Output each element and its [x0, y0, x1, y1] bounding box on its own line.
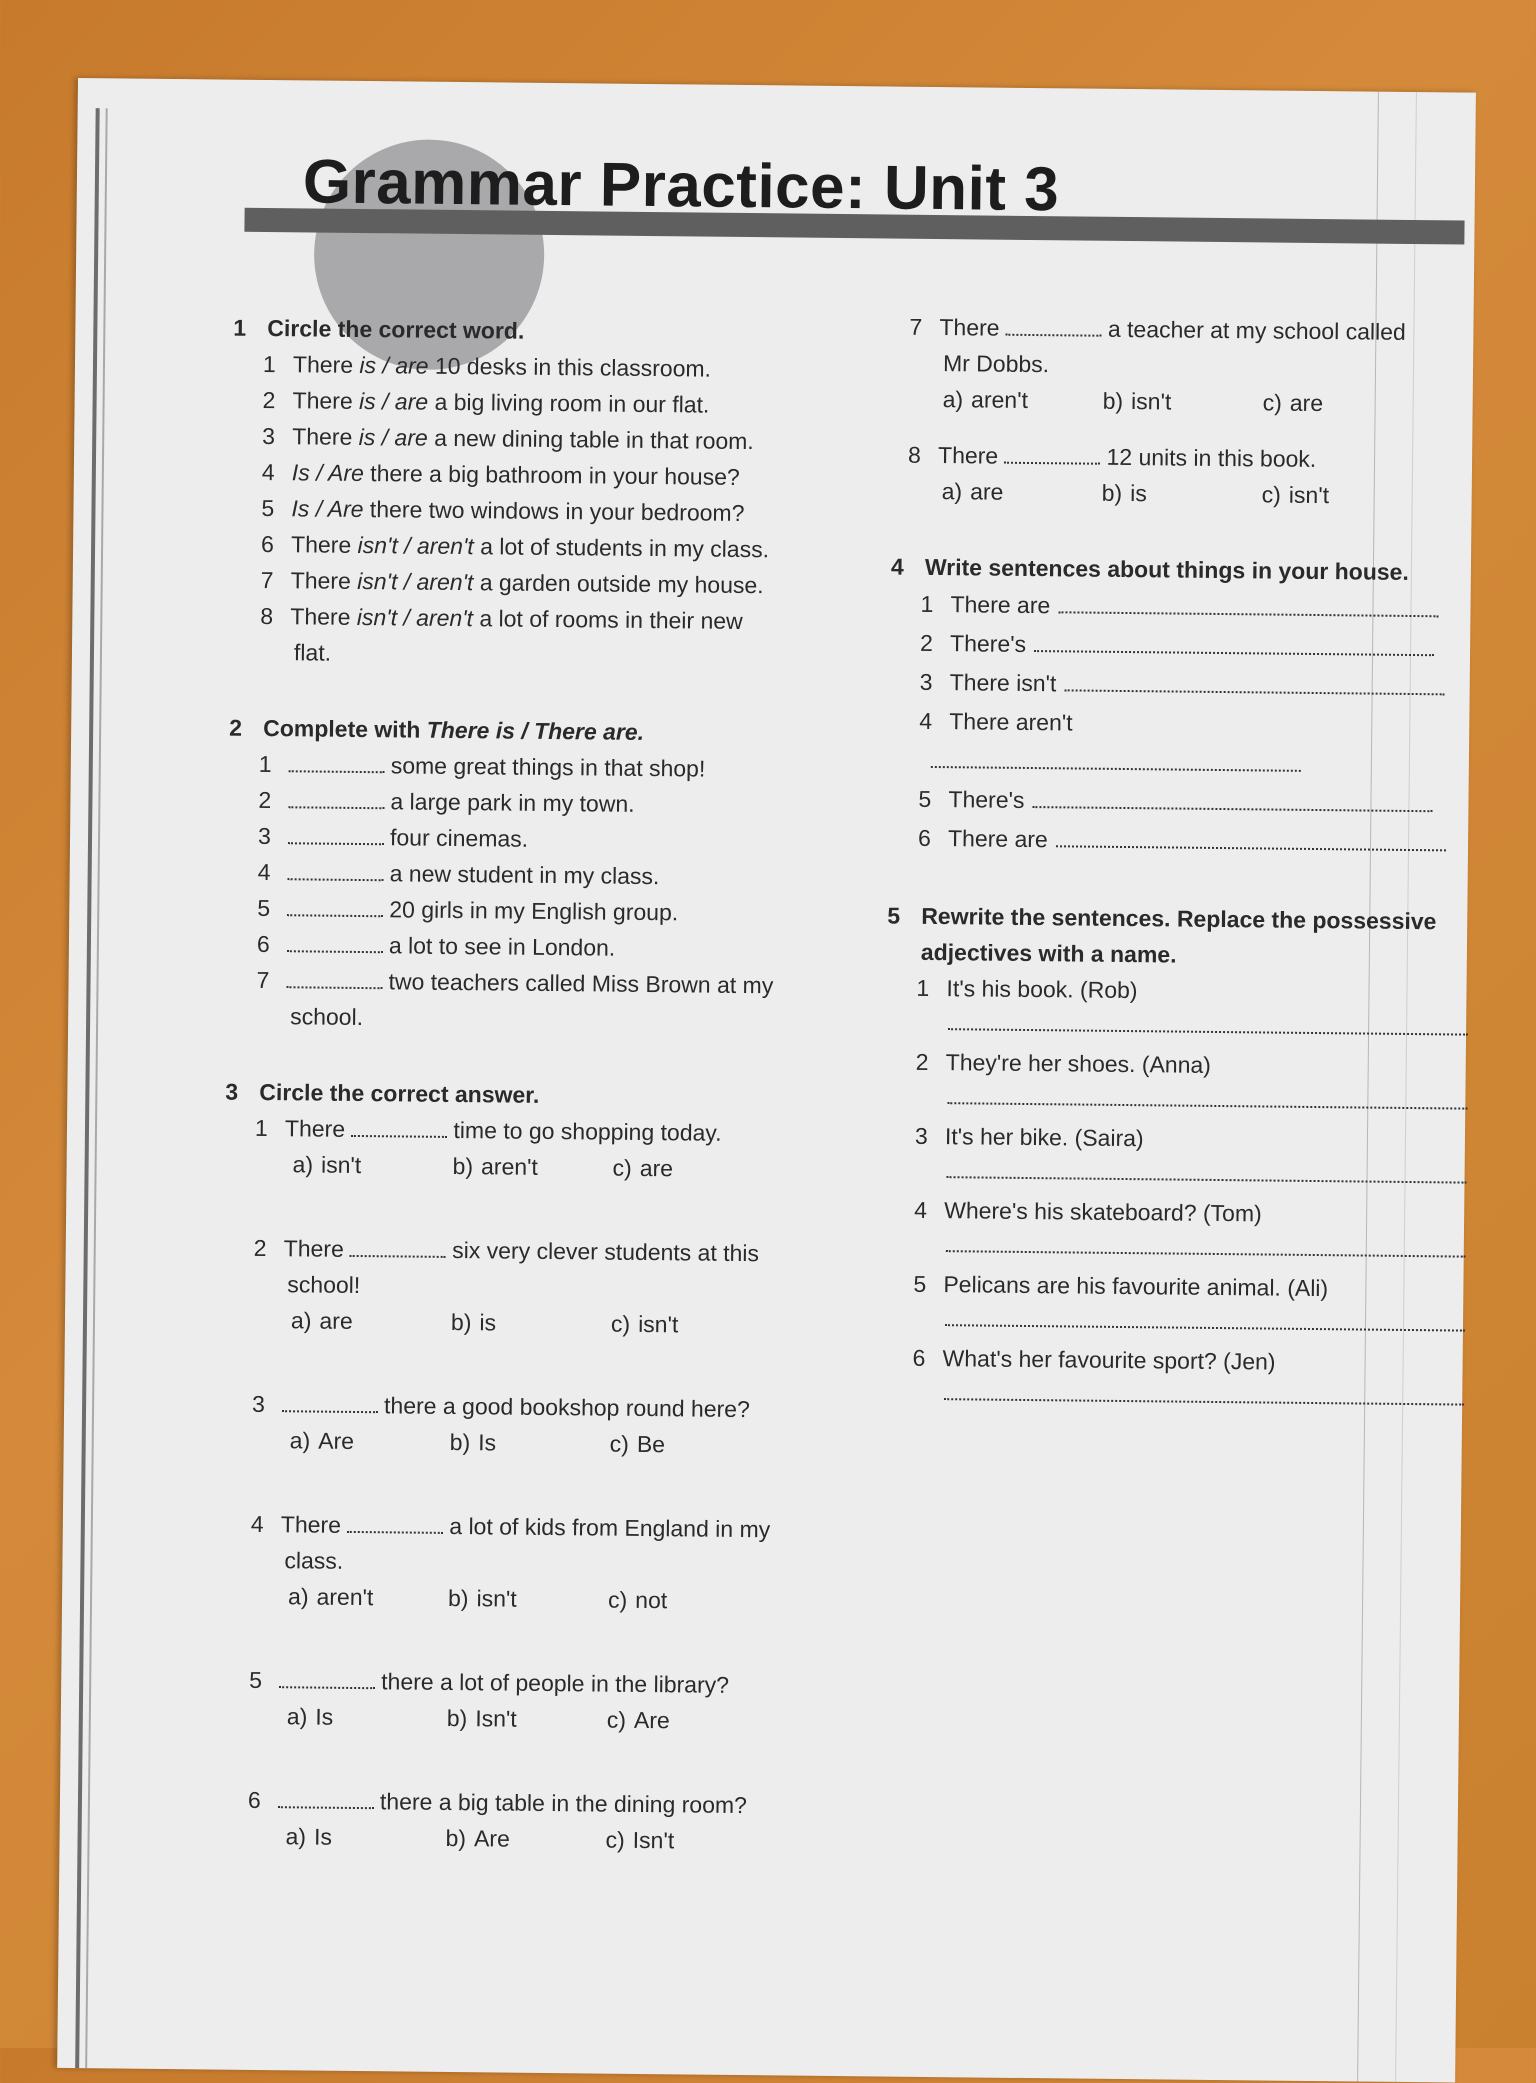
- page-title: Grammar Practice: Unit 3: [303, 146, 1060, 225]
- item-number: 4: [262, 454, 292, 490]
- item-text: there a good bookshop round here?: [384, 1392, 750, 1422]
- item-text: There isn't: [950, 669, 1057, 696]
- item-number: 7: [261, 562, 291, 598]
- option-b[interactable]: b) Isn't: [447, 1700, 607, 1738]
- item-text: There: [285, 1115, 345, 1142]
- item-number: 8: [260, 598, 290, 634]
- item-number: 4: [919, 702, 949, 741]
- worksheet-page: [57, 78, 1476, 2083]
- section-2: [226, 710, 859, 1041]
- item-text: What's her favourite sport? (Jen): [943, 1345, 1276, 1374]
- section-instruction: Circle the correct answer.: [259, 1079, 539, 1108]
- answer-blank[interactable]: [351, 1117, 447, 1138]
- section-instruction: Circle the correct word.: [267, 315, 524, 344]
- item-number: 2: [254, 1230, 284, 1266]
- option-b[interactable]: b) aren't: [452, 1148, 612, 1186]
- exercise-item: [888, 819, 1448, 864]
- word-choice[interactable]: Is / Are: [292, 459, 364, 486]
- item-number: 1: [916, 970, 946, 1006]
- answer-blank[interactable]: [350, 1237, 446, 1258]
- answer-options: [217, 1818, 847, 1861]
- item-number: 4: [258, 854, 288, 890]
- exercise-item: [889, 702, 1450, 786]
- item-number: 6: [261, 526, 291, 562]
- option-a[interactable]: a) Is: [287, 1698, 447, 1736]
- answer-blank[interactable]: [287, 932, 383, 953]
- item-number: 1: [263, 346, 293, 382]
- section-number: 3: [225, 1074, 259, 1110]
- item-number: 3: [262, 418, 292, 454]
- section-heading: [887, 898, 1447, 940]
- item-text: a lot of rooms in their new: [473, 605, 743, 634]
- word-choice[interactable]: Is / Are: [291, 495, 363, 522]
- exercise-item: [890, 663, 1450, 708]
- exercise-item: [219, 1662, 849, 1705]
- item-text: There: [291, 531, 358, 558]
- exercise-item: [892, 437, 1452, 479]
- answer-line[interactable]: [1064, 671, 1444, 695]
- answer-blank[interactable]: [288, 860, 384, 881]
- option-c[interactable]: c) Isn't: [605, 1822, 765, 1860]
- exercise-item: [224, 1230, 854, 1273]
- item-text: a new dining table in that room.: [428, 425, 754, 454]
- answer-options: [223, 1302, 853, 1345]
- item-number: 6: [248, 1782, 278, 1818]
- item-text: a lot of kids from England in my: [449, 1513, 770, 1542]
- answer-blank[interactable]: [287, 896, 383, 917]
- option-c[interactable]: c) Be: [610, 1426, 770, 1464]
- item-text: there a lot of people in the library?: [381, 1668, 729, 1698]
- exercise-item: [884, 1192, 1444, 1234]
- item-text-continued: school.: [226, 998, 856, 1041]
- option-b[interactable]: b) Are: [445, 1820, 605, 1858]
- item-number: 2: [262, 382, 292, 418]
- answer-blank[interactable]: [347, 1513, 443, 1534]
- option-a[interactable]: a) aren't: [942, 381, 1102, 419]
- item-text: Where's his skateboard? (Tom): [944, 1197, 1262, 1226]
- item-text: six very clever students at this: [452, 1237, 759, 1266]
- item-text: It's her bike. (Saira): [945, 1123, 1144, 1151]
- exercise-item: [888, 780, 1448, 825]
- item-text: There: [284, 1235, 344, 1262]
- item-number: 3: [258, 818, 288, 854]
- item-number: 5: [257, 890, 287, 926]
- option-b[interactable]: b) isn't: [1102, 383, 1262, 421]
- item-text: some great things in that shop!: [391, 752, 706, 781]
- answer-blank[interactable]: [289, 752, 385, 773]
- exercise-item: [886, 970, 1446, 1012]
- word-choice[interactable]: isn't / aren't: [357, 568, 473, 595]
- exercise-item: [226, 962, 856, 1005]
- option-a[interactable]: a) isn't: [292, 1146, 452, 1184]
- item-text: a new student in my class.: [390, 860, 660, 889]
- item-text: There: [293, 387, 360, 414]
- answer-options: [892, 381, 1452, 423]
- exercise-item: [890, 585, 1450, 630]
- item-text: a large park in my town.: [390, 788, 634, 817]
- item-text: There: [293, 351, 360, 378]
- item-text: there a big bathroom in your house?: [364, 460, 740, 490]
- item-number: 1: [259, 746, 289, 782]
- item-text: a garden outside my house.: [473, 569, 764, 598]
- option-c[interactable]: c) isn't: [611, 1306, 771, 1344]
- item-number: 5: [261, 490, 291, 526]
- item-text: They're her shoes. (Anna): [946, 1049, 1211, 1078]
- section-4: [888, 549, 1451, 864]
- item-number: 7: [256, 962, 286, 998]
- item-number: 2: [920, 624, 950, 663]
- item-number: 2: [916, 1044, 946, 1080]
- answer-line[interactable]: [1056, 827, 1446, 851]
- item-text: There are: [948, 825, 1048, 852]
- word-choice[interactable]: is / are: [359, 388, 428, 415]
- answer-line[interactable]: [1034, 632, 1434, 656]
- section-instruction: Write sentences about things in your house.: [925, 554, 1409, 585]
- option-c[interactable]: c) Are: [607, 1702, 767, 1740]
- item-text: There: [939, 314, 999, 341]
- option-c[interactable]: c) are: [1262, 384, 1422, 422]
- item-text: a lot of students in my class.: [474, 533, 770, 562]
- exercise-item: [893, 309, 1453, 351]
- item-text: There's: [950, 630, 1026, 657]
- option-b[interactable]: b) is: [1102, 475, 1262, 513]
- word-choice[interactable]: is / are: [359, 424, 428, 451]
- section-instruction: Rewrite the sentences. Replace the possessive: [921, 903, 1436, 934]
- item-text: there two windows in your bedroom?: [363, 496, 744, 526]
- answer-blank[interactable]: [1004, 444, 1100, 465]
- answer-options: [222, 1422, 852, 1465]
- section-number: 2: [229, 710, 263, 746]
- item-number: 5: [249, 1662, 279, 1698]
- item-text: There aren't: [949, 708, 1073, 735]
- answer-blank[interactable]: [288, 824, 384, 845]
- option-b[interactable]: b) is: [451, 1304, 611, 1342]
- exercise-item: [885, 1118, 1445, 1160]
- section-3-continued: [892, 309, 1454, 515]
- item-number: 4: [251, 1506, 281, 1542]
- option-b[interactable]: b) isn't: [448, 1580, 608, 1618]
- item-text: 10 desks in this classroom.: [428, 353, 711, 382]
- answer-options: [224, 1146, 854, 1189]
- item-text: a lot to see in London.: [389, 932, 616, 960]
- exercise-item: [230, 598, 860, 641]
- section-instruction-continued: adjectives with a name.: [887, 934, 1447, 976]
- item-number: 8: [908, 437, 938, 473]
- item-text: There: [290, 603, 357, 630]
- item-text: There: [292, 423, 359, 450]
- option-a[interactable]: a) are: [291, 1302, 451, 1340]
- item-text: Pelicans are his favourite animal. (Ali): [943, 1271, 1328, 1301]
- answer-options: [219, 1698, 849, 1741]
- item-text-continued: flat.: [230, 634, 860, 677]
- answer-blank[interactable]: [279, 1668, 375, 1689]
- exercise-item: [890, 624, 1450, 669]
- section-number: 5: [887, 898, 921, 934]
- option-c[interactable]: c) are: [612, 1150, 772, 1188]
- item-text: a teacher at my school called: [1108, 316, 1406, 345]
- item-text-continued: class.: [220, 1542, 850, 1585]
- option-a[interactable]: a) are: [942, 473, 1102, 511]
- word-choice[interactable]: is / are: [359, 352, 428, 379]
- item-number: 1: [920, 585, 950, 624]
- item-text: It's his book. (Rob): [946, 975, 1137, 1003]
- answer-line[interactable]: [931, 748, 1301, 772]
- word-choice[interactable]: isn't / aren't: [357, 604, 473, 631]
- answer-blank[interactable]: [286, 968, 382, 989]
- answer-blank[interactable]: [278, 1788, 374, 1809]
- answer-blank[interactable]: [1006, 316, 1102, 337]
- item-text-continued: Mr Dobbs.: [893, 345, 1453, 387]
- item-number: 6: [918, 819, 948, 858]
- item-number: 6: [912, 1340, 942, 1376]
- item-number: 4: [914, 1192, 944, 1228]
- answer-options: [892, 473, 1452, 515]
- item-text: There: [281, 1511, 341, 1538]
- option-a[interactable]: a) Is: [285, 1818, 445, 1856]
- exercise-item: [218, 1782, 848, 1825]
- right-column: [882, 309, 1454, 1420]
- item-text: 12 units in this book.: [1106, 444, 1316, 472]
- exercise-item: [222, 1386, 852, 1429]
- item-number: 3: [252, 1386, 282, 1422]
- item-text: a big living room in our flat.: [428, 389, 710, 418]
- section-instruction: Complete with: [263, 715, 427, 743]
- item-number: 2: [258, 782, 288, 818]
- section-number: 1: [233, 310, 267, 346]
- item-text: There's: [948, 786, 1024, 813]
- option-a[interactable]: a) Are: [290, 1422, 450, 1460]
- item-number: 1: [255, 1110, 285, 1146]
- exercise-item: [225, 1110, 855, 1153]
- exercise-item: [221, 1506, 851, 1549]
- exercise-item: [886, 1044, 1446, 1086]
- item-text: there a big table in the dining room?: [380, 1788, 747, 1818]
- item-text: 20 girls in my English group.: [389, 896, 678, 925]
- answer-line[interactable]: [1058, 593, 1438, 617]
- item-text: two teachers called Miss Brown at my: [388, 968, 773, 998]
- exercise-item: [883, 1266, 1443, 1308]
- item-text: There: [938, 442, 998, 469]
- item-number: 5: [918, 780, 948, 819]
- exercise-item: [882, 1339, 1442, 1381]
- item-text: time to go shopping today.: [453, 1117, 721, 1146]
- answer-options: [220, 1578, 850, 1621]
- section-number: 4: [891, 549, 925, 585]
- section-heading: [891, 549, 1451, 591]
- item-number: 6: [257, 926, 287, 962]
- item-number: 3: [920, 663, 950, 702]
- item-number: 3: [915, 1118, 945, 1154]
- section-instruction-emphasis: There is / There are.: [427, 717, 645, 745]
- option-c[interactable]: c) not: [608, 1582, 768, 1620]
- item-number: 7: [909, 309, 939, 345]
- item-text: four cinemas.: [390, 824, 528, 851]
- item-text-continued: school!: [223, 1266, 853, 1309]
- left-column: [217, 310, 863, 1861]
- section-5: [882, 898, 1447, 1406]
- item-number: 5: [913, 1266, 943, 1302]
- item-text: There: [291, 567, 358, 594]
- answer-line[interactable]: [1032, 788, 1432, 812]
- word-choice[interactable]: isn't / aren't: [357, 532, 473, 559]
- item-text: There are: [950, 591, 1050, 618]
- section-1: [230, 310, 864, 677]
- section-3: [217, 1074, 855, 1861]
- answer-blank[interactable]: [288, 788, 384, 809]
- option-c[interactable]: c) isn't: [1262, 476, 1422, 514]
- option-a[interactable]: a) aren't: [288, 1578, 448, 1616]
- answer-blank[interactable]: [282, 1392, 378, 1413]
- option-b[interactable]: b) Is: [450, 1424, 610, 1462]
